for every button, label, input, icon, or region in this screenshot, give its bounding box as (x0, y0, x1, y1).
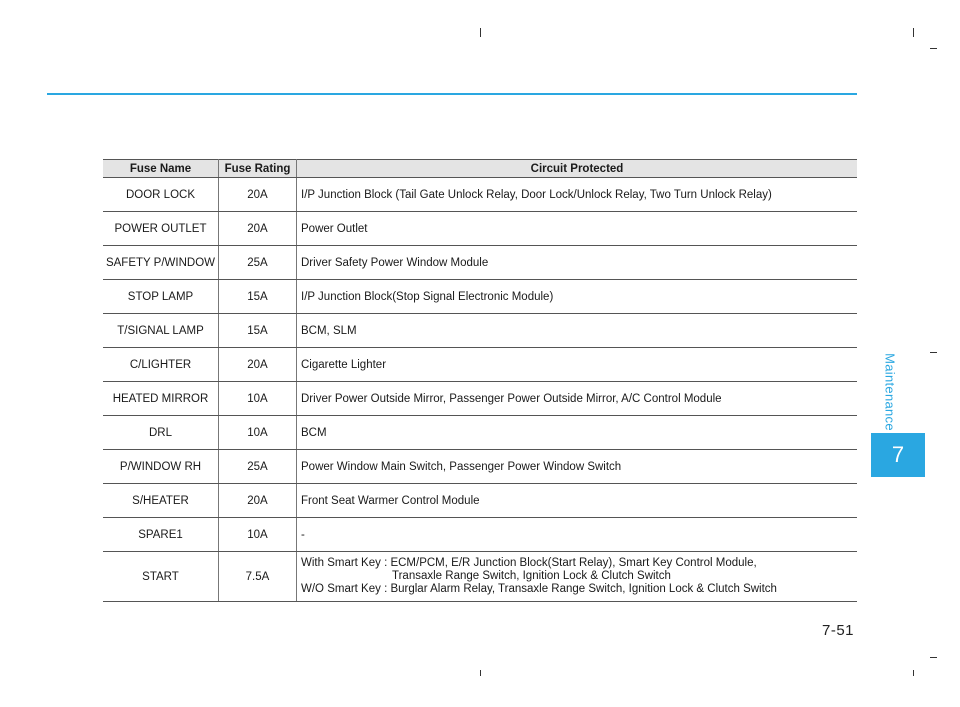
circuit-cell: Front Seat Warmer Control Module (297, 484, 858, 518)
fuse-rating-cell: 20A (219, 348, 297, 382)
fuse-rating-cell: 10A (219, 416, 297, 450)
crop-mark-right-bottom (930, 657, 937, 658)
circuit-cell: I/P Junction Block (Tail Gate Unlock Relay, Door Lock/Unlock Relay, Two Turn Unlock Relay) (297, 178, 858, 212)
fuse-name-cell: START (103, 552, 219, 602)
header-circuit-protected: Circuit Protected (297, 160, 858, 178)
fuse-rating-cell: 10A (219, 382, 297, 416)
table-row (103, 450, 857, 484)
fuse-rating-cell: 20A (219, 484, 297, 518)
header-fuse-rating: Fuse Rating (219, 160, 297, 178)
table-row (103, 348, 857, 382)
table-row (103, 484, 857, 518)
fuse-rating-cell: 7.5A (219, 552, 297, 602)
fuse-rating-cell: 25A (219, 450, 297, 484)
fuse-name-cell: STOP LAMP (103, 280, 219, 314)
fuse-name-cell: DRL (103, 416, 219, 450)
circuit-cell: Driver Safety Power Window Module (297, 246, 858, 280)
circuit-cell: BCM (297, 416, 858, 450)
fuse-name-cell: DOOR LOCK (103, 178, 219, 212)
circuit-cell: - (297, 518, 858, 552)
fuse-rating-cell: 25A (219, 246, 297, 280)
fuse-rating-cell: 20A (219, 178, 297, 212)
circuit-line-smart-key: With Smart Key : ECM/PCM, E/R Junction Block(Start Relay), Smart Key Control Module, (301, 557, 757, 569)
crop-mark-top-center (480, 28, 481, 37)
table-row (103, 518, 857, 552)
crop-mark-bottom-right (913, 670, 914, 676)
fuse-name-cell: SAFETY P/WINDOW (103, 246, 219, 280)
table-row (103, 280, 857, 314)
table-row (103, 246, 857, 280)
circuit-cell: Driver Power Outside Mirror, Passenger Power Outside Mirror, A/C Control Module (297, 382, 858, 416)
fuse-rating-cell: 15A (219, 280, 297, 314)
header-rule (47, 93, 857, 95)
fuse-name-cell: S/HEATER (103, 484, 219, 518)
table-row (103, 552, 857, 602)
fuse-name-cell: T/SIGNAL LAMP (103, 314, 219, 348)
crop-mark-top-right (913, 28, 914, 37)
fuse-table (103, 159, 857, 602)
fuse-name-cell: P/WINDOW RH (103, 450, 219, 484)
fuse-rating-cell: 15A (219, 314, 297, 348)
table-row (103, 416, 857, 450)
section-label-text: Maintenance (882, 353, 898, 431)
crop-mark-right-top (930, 48, 937, 49)
fuse-name-cell: C/LIGHTER (103, 348, 219, 382)
table-row (103, 212, 857, 246)
circuit-cell (297, 552, 858, 602)
header-fuse-name: Fuse Name (103, 160, 219, 178)
page-number: 7-51 (822, 622, 855, 639)
table-row (103, 314, 857, 348)
fuse-rating-cell: 20A (219, 212, 297, 246)
table-row (103, 382, 857, 416)
circuit-cell: I/P Junction Block(Stop Signal Electronic Module) (297, 280, 858, 314)
fuse-name-cell: POWER OUTLET (103, 212, 219, 246)
circuit-line-no-smart-key: W/O Smart Key : Burglar Alarm Relay, Transaxle Range Switch, Ignition Lock & Clutch Switch (301, 583, 777, 595)
section-label (880, 352, 900, 432)
fuse-rating-cell: 10A (219, 518, 297, 552)
circuit-cell: BCM, SLM (297, 314, 858, 348)
table-header-row (103, 160, 857, 178)
chapter-tab: 7 (871, 433, 925, 477)
fuse-name-cell: SPARE1 (103, 518, 219, 552)
table-row (103, 178, 857, 212)
crop-mark-right-middle (930, 352, 937, 353)
circuit-line-smart-key-cont: Transaxle Range Switch, Ignition Lock & Clutch Switch (392, 570, 671, 582)
circuit-cell: Power Window Main Switch, Passenger Power Window Switch (297, 450, 858, 484)
fuse-name-cell: HEATED MIRROR (103, 382, 219, 416)
circuit-cell: Cigarette Lighter (297, 348, 858, 382)
circuit-cell: Power Outlet (297, 212, 858, 246)
crop-mark-bottom-center (480, 670, 481, 676)
